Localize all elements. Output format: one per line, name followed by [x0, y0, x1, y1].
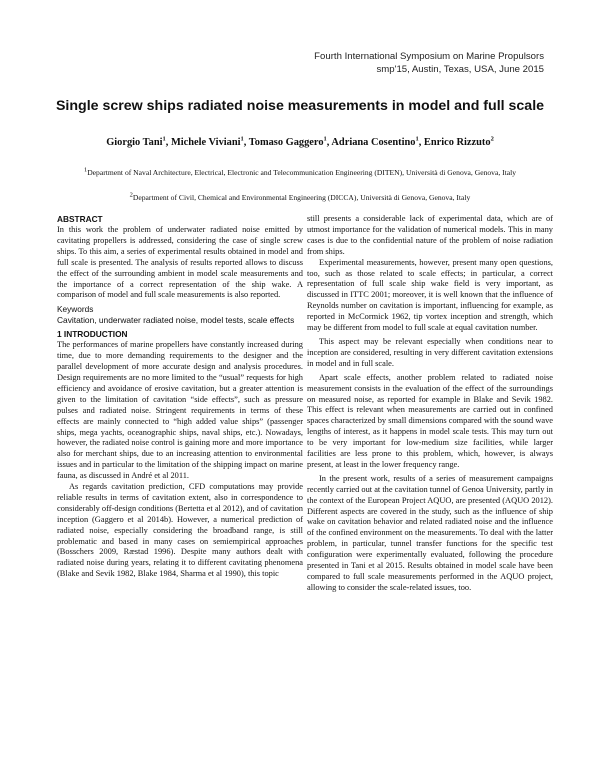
conference-name: Fourth International Symposium on Marine Propulsors — [314, 51, 544, 62]
affiliation — [50, 168, 550, 178]
affiliation-text: Department of Naval Architecture, Electrical, Electronic and Telecommunication Engineering (DITEN), Università di Genova, Genova, Italy — [87, 168, 517, 177]
author-affil-mark: 1 — [240, 135, 244, 143]
intro-paragraph: In the present work, results of a series of measurement campaigns recently carried out at the cavitation tunnel of Genoa University, partly in the context of the European Project AQUO, are presented (AQUO 2012). Different aspects are covered in the study, such as the influence of ship wake on cavitation behavior and related radiated noise and the influence of the confined environment on the measurements. To deal with the latter problem, in particular, tunnel transfer functions for the specific test configuration were experimentally evaluated, following the procedure presented in Tani et al 2015. Results obtained in model scale have been compared to full scale measurements performed in the AQUO project, allowing to consider the scale-related issues, too. — [307, 473, 553, 592]
affiliation-mark: 1 — [83, 166, 88, 174]
affiliation-mark: 2 — [129, 191, 133, 199]
abstract-text: In this work the problem of underwater radiated noise emitted by cavitating propellers is addressed, considering the case of single screw ships. To this aim, a series of experimental results obtained in model and full scale is presented. The analysis of results reported allows to discuss the effect of the surrounding ambient in model scale measurements and the importance of a correct representation of the ship wake. A comparison of model and full scale measurements is also reported. — [57, 225, 303, 300]
author-affil-mark: 1 — [162, 135, 166, 143]
intro-paragraph: still presents a considerable lack of experimental data, which are of utmost importance for the validation of numerical models. This in many cases is due to the confidential nature of the problem of noise radiation from ships. — [307, 214, 553, 256]
abstract-heading: ABSTRACT — [57, 214, 103, 224]
affiliation-text: Department of Civil, Chemical and Environmental Engineering (DICCA), Università di Genova, Genova, Italy — [132, 193, 471, 202]
conference-venue: smp'15, Austin, Texas, USA, June 2015 — [376, 64, 544, 75]
right-column — [307, 214, 553, 594]
intro-paragraph: As regards cavitation prediction, CFD computations may provide reliable results in terms of cavitation extent, also in correspondence to considerably off-design conditions (Bertetta et al 2012), and of cavitation inception (Gaggero et al 2014b). However, a numerical prediction of radiated noise, especially considering the broadband range, is still problematic and based in many cases on semiempirical approaches (Bosschers 2009, Ræstad 1996). Despite many authors dealt with radiated noise during years, relating it to different cavitating phenomena (Blake and Sevik 1982, Blake 1984, Sharma et al 1990), this topic — [57, 482, 303, 579]
intro-paragraph: Apart scale effects, another problem related to radiated noise measurement consists in the evaluation of the effect of the surroundings on measured noise, as reported for example in Blake and Sevik 1982. This effect is relevant when measurements are carried out in confined spaces characterized by small dimensions compared with the sound wave lengths of interest, as it happens in model scale tests. This may turn out to be very important for low-medium size facilities, while larger facilities are less prone to this problem, which, however, is always present, at least in the lower frequency range. — [307, 372, 553, 469]
author-affil-mark: 1 — [415, 135, 419, 143]
introduction-heading: 1 INTRODUCTION — [57, 329, 128, 340]
intro-paragraph: Experimental measurements, however, present many open questions, too, such as those related to scale effects; in particular, a correct representation of full scale ship wake field is very important, as discussed in ITTC 2001; moreover, it is well known that the influence of Reynolds number on cavitation is important, influencing for example, as reported in McCormick 1962, tip vortex inception and strength, which may be different from model to full scale at equal cavitation number. — [307, 257, 553, 333]
author-name: Enrico Rizzuto — [423, 137, 491, 148]
author-affil-mark: 2 — [490, 135, 494, 143]
intro-paragraph: This aspect may be relevant especially when conditions near to inception are considered, resulting in very different cavitation extensions in model and in full scale. — [307, 336, 553, 368]
conference-header — [314, 50, 544, 76]
paper-title: Single screw ships radiated noise measurements in model and full scale — [55, 98, 545, 114]
author-name: Michele Viviani — [170, 137, 241, 148]
keywords-text: Cavitation, underwater radiated noise, model tests, scale effects — [57, 315, 295, 326]
keywords-heading: Keywords — [57, 304, 94, 315]
affiliation — [50, 193, 550, 203]
author-list: Giorgio Tani$^1$, Michele Viviani$^1$, Tomaso Gaggero$^1$, Adriana Cosentino$^1$, Enrico Rizzuto$^2$ — [106, 135, 494, 148]
author-affil-mark: 1 — [323, 135, 327, 143]
author-name: Tomaso Gaggero — [248, 137, 324, 148]
author-name: Adriana Cosentino — [331, 137, 416, 148]
left-column — [57, 214, 303, 580]
intro-paragraph: The performances of marine propellers have constantly increased during time, due to more demanding requirements to the designer and the parallel development of more accurate design and analysis procedures. Design requirements are no more limited to the “usual” requests for high efficiency and avoidance of erosive cavitation, but a greater attention is given to the limitation of cavitation “side effects”, such as pressure pulses and radiated noise. Stringent requirements in terms of these effects are mainly connected to “high added value ships” (passenger ships, mega yachts, oceanographic ships, naval ships, etc.). Nowadays, however, the radiated noise control is gaining more and more importance also for merchant ships, due to an increasing attention to environmental issues and in particular to the limitation of the shipping impact on marine fauna, as discussed in André et al 2011. — [57, 340, 303, 481]
author-name: Giorgio Tani — [106, 137, 163, 148]
